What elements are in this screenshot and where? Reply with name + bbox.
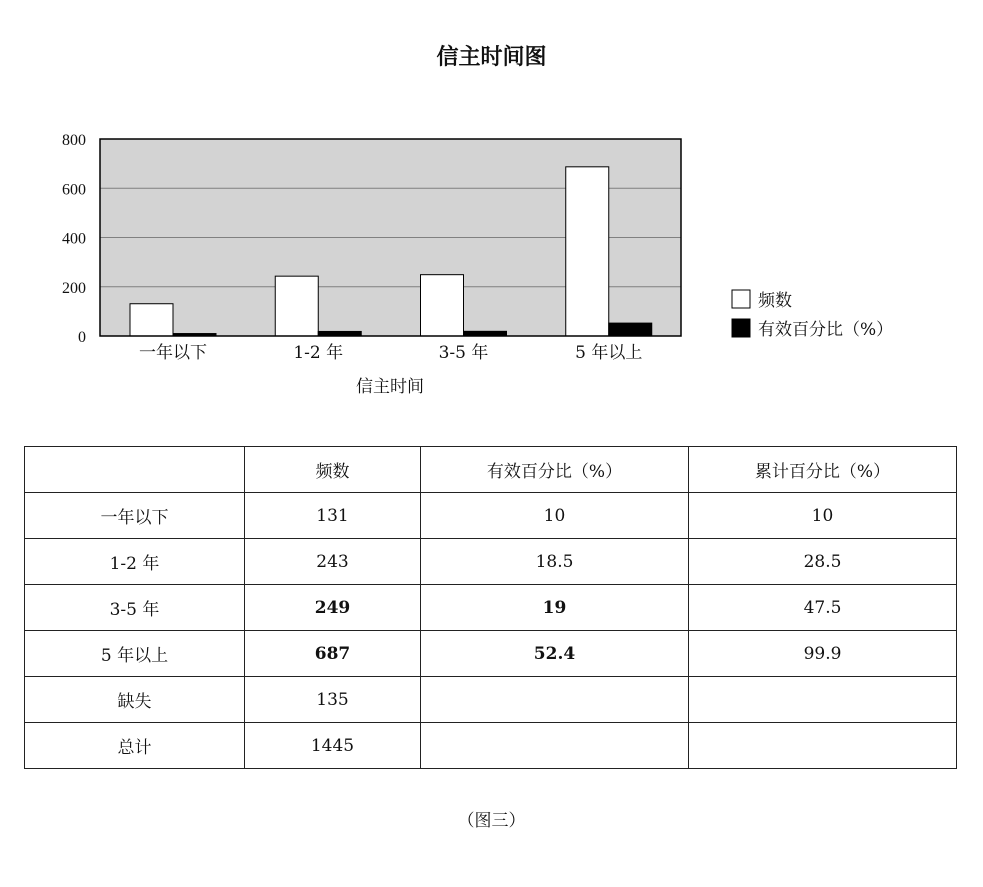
table-cell: 131 [245, 493, 421, 539]
figure-caption: （图三） [457, 811, 526, 831]
table-row [25, 677, 957, 723]
row-label-cell: 一年以下 [25, 493, 245, 539]
table-cell: 243 [245, 539, 421, 585]
y-tick-label: 0 [78, 329, 86, 346]
table-cell: 687 [245, 631, 421, 677]
bar-chart [0, 0, 983, 420]
table-cell: 18.5 [421, 539, 689, 585]
x-tick-label: 3-5 年 [438, 343, 489, 363]
table-row [25, 631, 957, 677]
table-cell: 10 [689, 493, 957, 539]
table-row [25, 585, 957, 631]
table-cell [689, 677, 957, 723]
y-tick-label: 200 [62, 279, 86, 297]
x-tick-label: 1-2 年 [293, 343, 344, 363]
bar-frequency [566, 167, 609, 336]
row-label-cell: 3-5 年 [25, 585, 245, 631]
row-label-cell: 5 年以上 [25, 631, 245, 677]
table-cell: 47.5 [689, 585, 957, 631]
chart-title: 信主时间图 [436, 45, 547, 70]
table-header-cell [25, 447, 245, 493]
table-cell [421, 723, 689, 769]
legend-swatch [732, 319, 750, 337]
table-row [25, 493, 957, 539]
table-header-cell: 频数 [245, 447, 421, 493]
table-cell [421, 677, 689, 723]
bar-frequency [130, 304, 173, 336]
table-cell: 249 [245, 585, 421, 631]
table-header-row [25, 447, 957, 493]
row-label-cell: 缺失 [25, 677, 245, 723]
table-cell: 52.4 [421, 631, 689, 677]
bar-frequency [421, 275, 464, 336]
x-tick-label: 5 年以上 [575, 343, 643, 363]
y-tick-label: 400 [62, 230, 86, 248]
table-cell: 19 [421, 585, 689, 631]
frequency-table [24, 446, 957, 769]
bar-percent [609, 323, 652, 336]
row-label-cell: 总计 [25, 723, 245, 769]
table-cell: 99.9 [689, 631, 957, 677]
table-header-cell: 有效百分比（%） [421, 447, 689, 493]
table-cell: 28.5 [689, 539, 957, 585]
x-axis-label: 信主时间 [356, 377, 424, 397]
table-row [25, 723, 957, 769]
row-label-cell: 1-2 年 [25, 539, 245, 585]
y-tick-label: 600 [62, 181, 86, 199]
legend-label: 频数 [758, 291, 792, 311]
table-header-cell: 累计百分比（%） [689, 447, 957, 493]
table-cell [689, 723, 957, 769]
legend [732, 290, 893, 340]
x-tick-label: 一年以下 [139, 343, 207, 363]
y-tick-label: 800 [62, 132, 86, 149]
table-cell: 1445 [245, 723, 421, 769]
table-row [25, 539, 957, 585]
legend-label: 有效百分比（%） [758, 320, 894, 340]
bar-frequency [275, 276, 318, 336]
legend-swatch [732, 290, 750, 308]
table-cell: 135 [245, 677, 421, 723]
table-cell: 10 [421, 493, 689, 539]
